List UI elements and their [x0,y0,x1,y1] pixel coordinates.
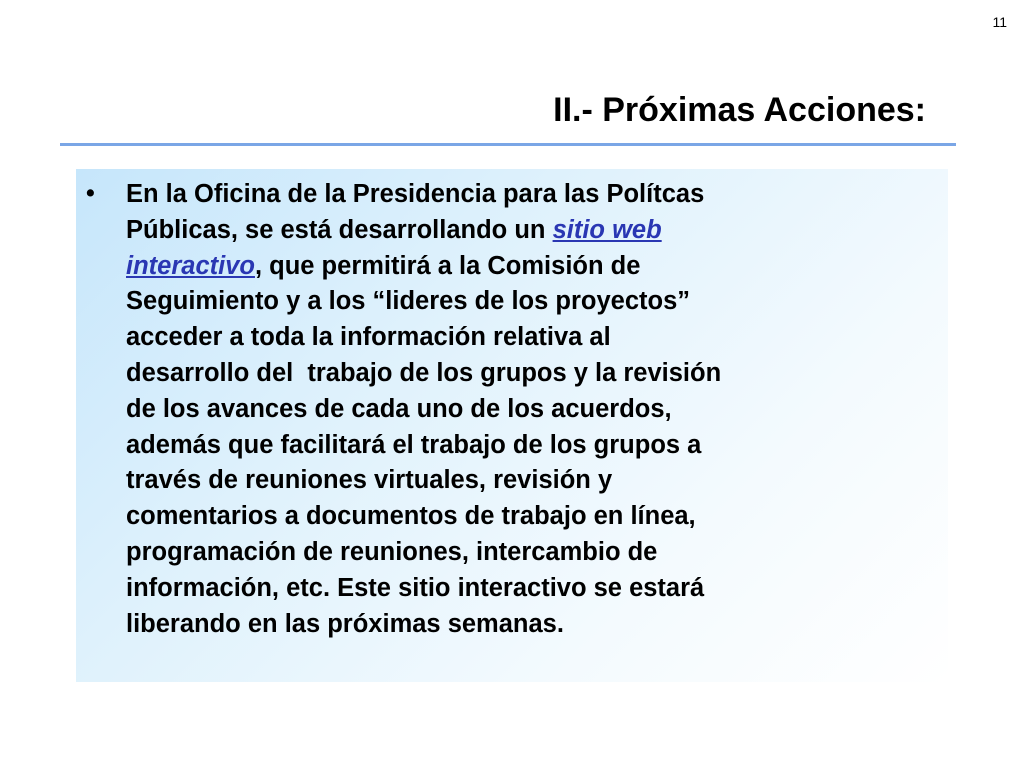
sitio-web-link-part-1[interactable]: sitio web [552,215,662,244]
bullet-marker: • [86,179,95,207]
bullet-paragraph [126,177,936,642]
text-line: través de reuniones virtuales, revisión y [126,466,613,495]
text-line [126,249,936,285]
text-line: además que facilitará el trabajo de los grupos a [126,430,702,459]
text-line: desarrollo del trabajo de los grupos y la revisión [126,358,722,387]
text-segment: , que permitirá a la Comisión de [254,251,641,280]
text-segment: Públicas, se está desarrollando un [126,215,553,244]
text-line: programación de reuniones, intercambio de [126,537,658,566]
slide-number: 11 [992,14,1007,30]
text-line: En la Oficina de la Presidencia para las Polítcas [126,180,705,208]
text-line: Seguimiento y a los “lideres de los proyectos” [126,287,691,316]
sitio-web-link-part-2[interactable]: interactivo [126,251,255,280]
text-line: acceder a toda la información relativa al [126,323,611,352]
text-line: información, etc. Este sitio interactivo se estará [126,573,705,602]
text-line: comentarios a documentos de trabajo en línea, [126,502,696,531]
text-line: liberando en las próximas semanas. [126,609,564,638]
text-line: de los avances de cada uno de los acuerdos, [126,394,672,423]
text-line [126,213,936,249]
title-divider [60,143,956,146]
slide-title: II.- Próximas Acciones: [553,91,926,129]
